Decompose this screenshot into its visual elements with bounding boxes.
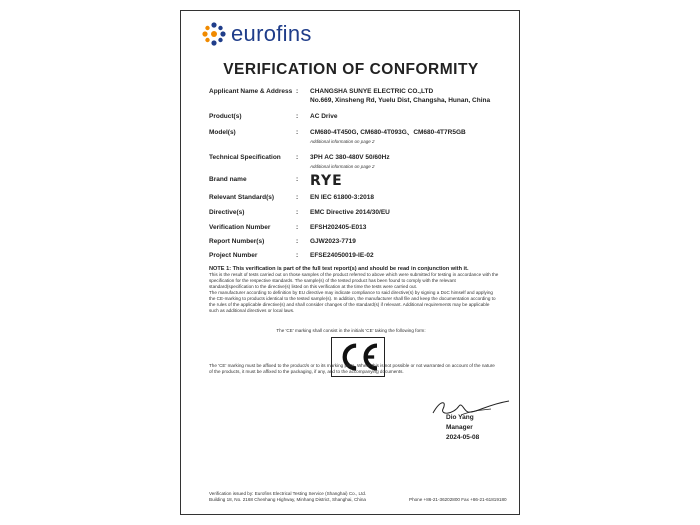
footer-phone: Phone +86-21-36202800 Fax +86-21-61819180 [409, 497, 507, 502]
ce-paragraph: The 'CE' marking must be affixed to the product/s or to its marking plate. Where this is not possible or not warranted on account of the nature of the products, it must be affixed to the packaging, if any, and to the accompanying documents. [209, 363, 495, 374]
field-colon: : [296, 194, 299, 201]
field-label: Applicant Name & Address [209, 88, 293, 95]
field-colon: : [296, 154, 299, 161]
field-label: Report Number(s) [209, 238, 265, 245]
field-label: Technical Specification [209, 154, 281, 161]
note1-title: NOTE 1: This verification is part of the full test report(s) and should be read in conjunction with it. [209, 266, 469, 272]
field-value: EN IEC 61800-3:2018 [310, 194, 374, 201]
footer-address: Building 18, No. 2168 Chenhang Highway, Minhang District, Shanghai, China [209, 497, 366, 502]
field-colon: : [296, 88, 299, 95]
field-value: GJW2023-7719 [310, 238, 356, 245]
brand-logo: RYE [310, 173, 343, 189]
field-label: Brand name [209, 176, 247, 183]
note1-block [209, 266, 499, 314]
document-title: VERIFICATION OF CONFORMITY [223, 61, 479, 78]
field-colon: : [296, 209, 299, 216]
field-label: Directive(s) [209, 209, 245, 216]
field-value: EMC Directive 2014/30/EU [310, 209, 390, 216]
logo-text: eurofins [231, 21, 312, 46]
field-note: Additional information on page 2 [310, 164, 375, 169]
certificate-page [180, 10, 520, 515]
note1-paragraph-1: This is the result of tests carried out on those samples of the product referred to above which were submitted for testing in accordance with the specification for the respective standards. The sample(s) of the tested product has been found to comply with the relevant standard(specification to the directive(s) listed on this verification at the time the tests were carried out. [209, 272, 499, 289]
field-colon: : [296, 176, 299, 183]
field-label: Project Number [209, 252, 258, 259]
field-value: AC Drive [310, 113, 338, 120]
signer-role: Manager [446, 424, 473, 431]
field-label: Model(s) [209, 129, 236, 136]
field-value: 3PH AC 380-480V 50/60Hz [310, 154, 390, 161]
note1-paragraph-2: The manufacturer according to definition by EU directive may indicate compliance to said directive(s) by signing a DoC himself and applying the CE-marking to products identical to the tested sample(s). In addition, the manufacturer shall file and keep the documentation according to the rules of the applicable directive(s) and shall consider changes of the standard(s) if relevant. Additional requirements may be applicable such as additional directives or local laws. [209, 290, 496, 313]
ce-caption: The 'CE' marking shall consist in the initials 'CE' taking the following form: [276, 328, 426, 333]
field-colon: : [296, 252, 299, 259]
field-value: EFSE24050019-IE-02 [310, 252, 374, 259]
field-colon: : [296, 129, 299, 136]
field-colon: : [296, 238, 299, 245]
field-value: CHANGSHA SUNYE ELECTRIC CO.,LTD [310, 88, 434, 95]
field-value: CM680-4T450G, CM680-4T093G、CM680-4T7R5GB [310, 129, 466, 136]
field-value: EFSH202405-E013 [310, 224, 367, 231]
footer-issuer: Verification issued by: Eurofins Electrical Testing Service (Shanghai) Co., Ltd. [209, 491, 367, 496]
eurofins-dots-icon [201, 21, 227, 47]
field-note: Additional information on page 2 [310, 139, 375, 144]
field-colon: : [296, 224, 299, 231]
field-colon: : [296, 113, 299, 120]
footer [209, 491, 509, 503]
signer-name: Dio Yang [446, 414, 474, 421]
field-label: Product(s) [209, 113, 242, 120]
field-value-address: No.669, Xinsheng Rd, Yuelu Dist, Changsha, Hunan, China [310, 97, 491, 104]
signer-date: 2024-05-08 [446, 434, 480, 441]
eurofins-logo [201, 19, 312, 49]
field-label: Relevant Standard(s) [209, 194, 275, 201]
field-label: Verification Number [209, 224, 271, 231]
